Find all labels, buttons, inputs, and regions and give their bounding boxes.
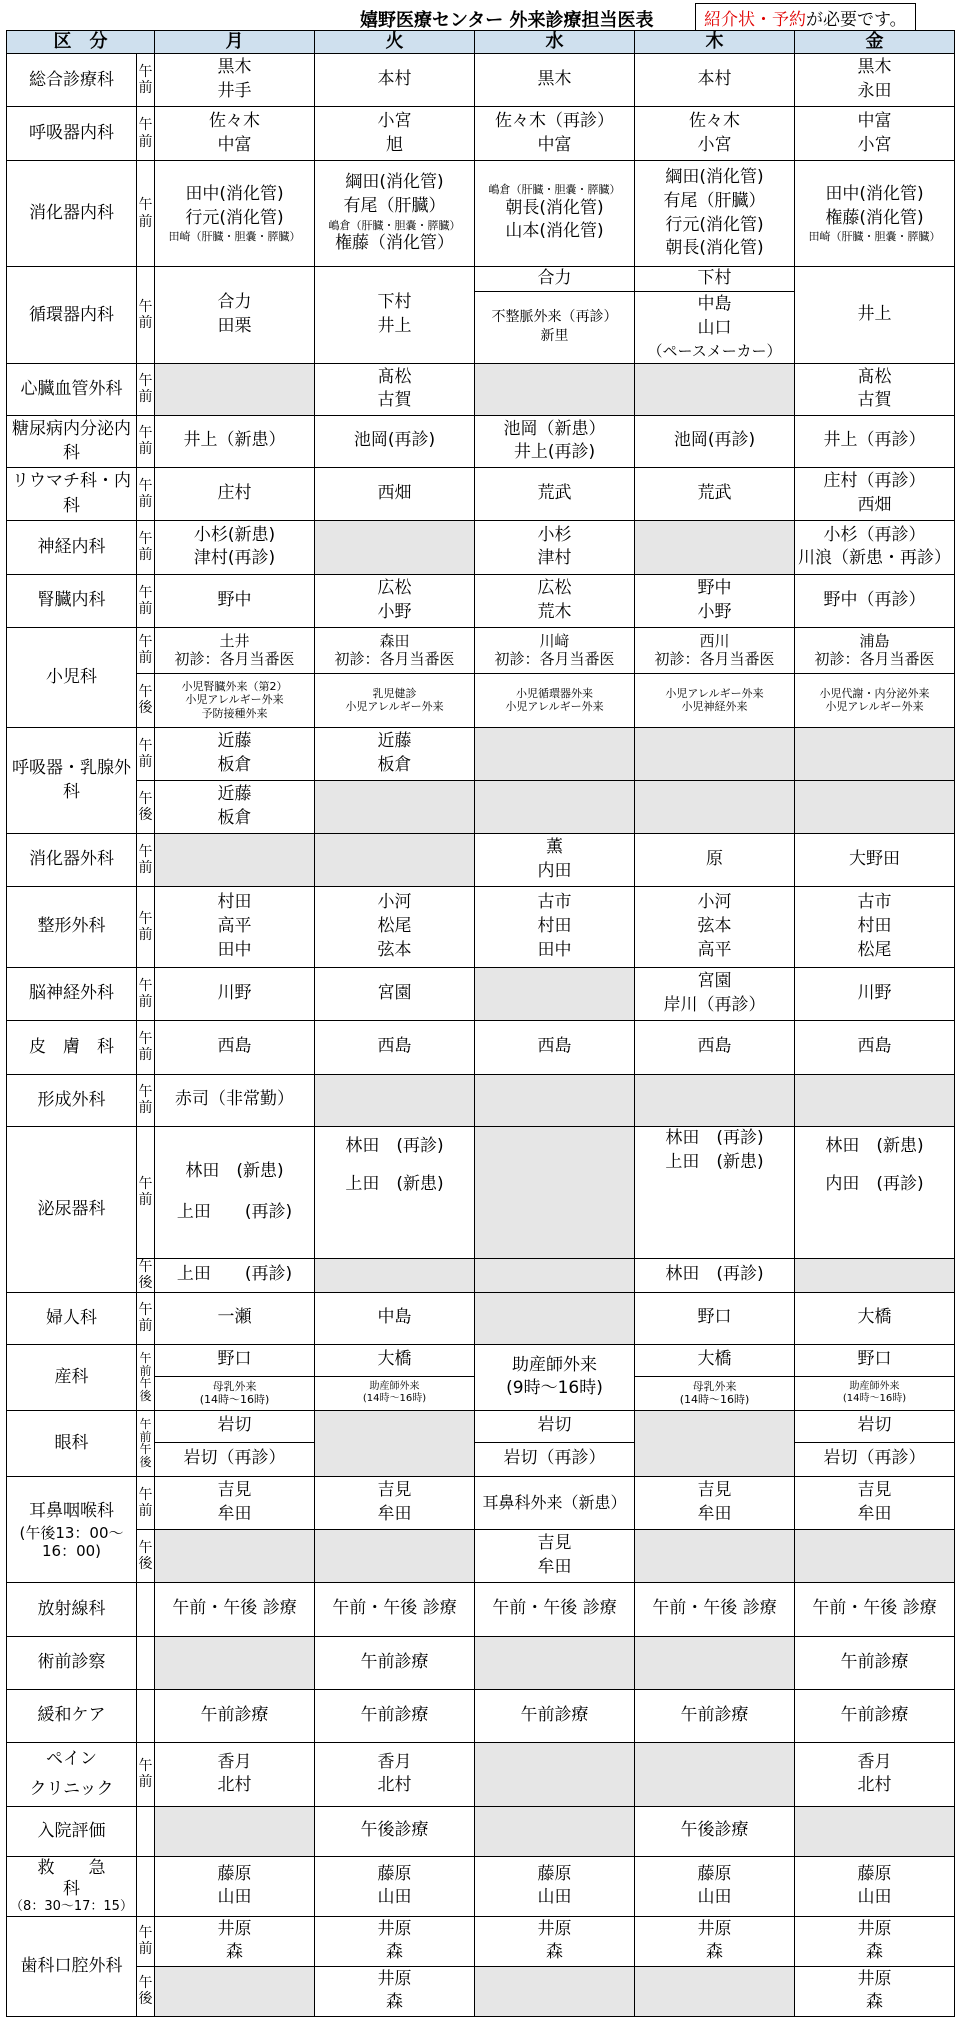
- cell-wed-pm: 岩切（再診）: [475, 1442, 635, 1476]
- cell-tue: 綱田(消化管) 有尾（肝臓） 嶋倉（肝臓・胆嚢・膵臓） 権藤（消化管）: [315, 161, 475, 267]
- page-title: 嬉野医療センター 外来診療担当医表: [360, 10, 654, 31]
- cell-wed-pm: [475, 780, 635, 833]
- row-urology-pm: [7, 1258, 955, 1292]
- cell-wed: 午前診療: [475, 1689, 635, 1742]
- cell-fri-pm: 井原 森: [795, 1966, 955, 2016]
- cell-mon: 村田 高平 田中: [155, 886, 315, 967]
- row-diabetes: [7, 415, 955, 467]
- header-row: [7, 31, 955, 54]
- cell-mon: 野中: [155, 574, 315, 627]
- cell-wed: [475, 1636, 635, 1689]
- cell-mon-am: 土井 初診：各月当番医: [155, 627, 315, 673]
- cell-fri: 田中(消化管) 権藤(消化管) 田崎（肝臓・胆嚢・膵臓）: [795, 161, 955, 267]
- cell-mon: 香月 北村: [155, 1742, 315, 1806]
- cell-thu-am: 大橋: [635, 1344, 795, 1376]
- row-gastro: [7, 161, 955, 267]
- dept-ophthalmology: 眼科: [7, 1410, 137, 1476]
- cell-thu: 池岡(再診): [635, 415, 795, 467]
- cell-fri-pm: 小児代謝・内分泌外来 小児アレルギー外来: [795, 673, 955, 727]
- cell-fri: 大野田: [795, 833, 955, 886]
- row-gastro-surgery: [7, 833, 955, 886]
- cell-tue: [315, 833, 475, 886]
- cell-fri: 川野: [795, 967, 955, 1020]
- cell-thu-pm: [635, 1966, 795, 2016]
- cell-thu-pm: 母乳外来 (14時～16時): [635, 1376, 795, 1410]
- cell-thu-pm: 小児アレルギー外来 小児神経外来: [635, 673, 795, 727]
- cell-mon-am: 井原 森: [155, 1916, 315, 1966]
- cell-mon: 佐々木 中富: [155, 107, 315, 161]
- dept-gastro-surgery: 消化器外科: [7, 833, 137, 886]
- cell-wed: 西島: [475, 1020, 635, 1074]
- dept-gynecology: 婦人科: [7, 1292, 137, 1344]
- cell-thu-top: 下村: [635, 267, 795, 292]
- cell-tue: 午前・午後 診療: [315, 1582, 475, 1636]
- row-nephrology: [7, 574, 955, 627]
- row-orthopedics: [7, 886, 955, 967]
- cell-tue-am: 吉見 牟田: [315, 1476, 475, 1529]
- slot-am: 午前: [137, 627, 155, 673]
- cell-thu: 午後診療: [635, 1806, 795, 1856]
- cell-thu: 野中 小野: [635, 574, 795, 627]
- row-admission: [7, 1806, 955, 1856]
- cell-thu: [635, 1074, 795, 1126]
- cell-mon-pm: 岩切（再診）: [155, 1442, 315, 1476]
- row-urology-am: [7, 1126, 955, 1258]
- row-radiology: [7, 1582, 955, 1636]
- cell-fri: 小杉（再診） 川浪（新患・再診）: [795, 520, 955, 574]
- cell-mon: 赤司（非常勤）: [155, 1074, 315, 1126]
- cell-fri-pm: 助産師外来 (14時～16時): [795, 1376, 955, 1410]
- cell-thu: 原: [635, 833, 795, 886]
- row-neurology: [7, 520, 955, 574]
- row-cardio: [7, 267, 955, 292]
- cell-mon: 午前・午後 診療: [155, 1582, 315, 1636]
- cell-fri: 野中（再診）: [795, 574, 955, 627]
- cell-thu: [635, 363, 795, 415]
- slot-am: 午前: [137, 1742, 155, 1806]
- cell-tue-pm: 井原 森: [315, 1966, 475, 2016]
- slot-am: 午前: [137, 107, 155, 161]
- cell-fri: 午前診療: [795, 1636, 955, 1689]
- cell-tue-am: 大橋: [315, 1344, 475, 1376]
- dept-neurology: 神経内科: [7, 520, 137, 574]
- cell-thu: 野口: [635, 1292, 795, 1344]
- dept-emergency: 救 急 科 （8：30～17：15）: [7, 1856, 137, 1916]
- cell-tue: 小宮 旭: [315, 107, 475, 161]
- cell-wed: 小杉 津村: [475, 520, 635, 574]
- dept-orthopedics: 整形外科: [7, 886, 137, 967]
- cell-wed: 薫 内田: [475, 833, 635, 886]
- cell-fri: 井上: [795, 267, 955, 364]
- cell-wed-bot: 不整脈外来（再診） 新里: [475, 291, 635, 363]
- cell-fri-am: 林田 (新患) 内田 (再診): [795, 1126, 955, 1258]
- cell-wed: [475, 363, 635, 415]
- cell-mon-pm: 上田 (再診): [155, 1258, 315, 1292]
- cell-mon-pm: 近藤 板倉: [155, 780, 315, 833]
- dept-neurosurgery: 脳神経外科: [7, 967, 137, 1020]
- row-preop: [7, 1636, 955, 1689]
- cell-tue: 下村 井上: [315, 267, 475, 364]
- cell-wed-pm: [475, 1258, 635, 1292]
- cell-mon-am: 岩切: [155, 1410, 315, 1442]
- cell-mon: [155, 1636, 315, 1689]
- cell-fri: [795, 1806, 955, 1856]
- cell-wed: 藤原 山田: [475, 1856, 635, 1916]
- cell-mon: 藤原 山田: [155, 1856, 315, 1916]
- cell-fri-am: [795, 727, 955, 780]
- cell-mon: 小杉(新患) 津村(再診): [155, 520, 315, 574]
- slot-am: 午前: [137, 886, 155, 967]
- cell-fri: 中富 小宮: [795, 107, 955, 161]
- cell-mon-pm: [155, 1966, 315, 2016]
- cell-thu-pm: [635, 1529, 795, 1582]
- cell-tue-am: 近藤 板倉: [315, 727, 475, 780]
- cell-thu: 宮園 岸川（再診）: [635, 967, 795, 1020]
- dept-pediatrics: 小児科: [7, 627, 137, 727]
- dept-cardio: 循環器内科: [7, 267, 137, 364]
- dept-preop: 術前診察: [7, 1636, 137, 1689]
- cell-tue: 藤原 山田: [315, 1856, 475, 1916]
- slot-empty: [137, 1856, 155, 1916]
- row-pain-clinic: [7, 1742, 955, 1806]
- cell-tue: [315, 520, 475, 574]
- referral-note: [695, 3, 916, 32]
- row-dental-am: [7, 1916, 955, 1966]
- row-dermatology: [7, 1020, 955, 1074]
- cell-tue: 宮園: [315, 967, 475, 1020]
- cell-tue: 髙松 古賀: [315, 363, 475, 415]
- row-neurosurgery: [7, 967, 955, 1020]
- cell-thu: [635, 520, 795, 574]
- cell-tue: 香月 北村: [315, 1742, 475, 1806]
- schedule-table: [6, 30, 955, 2017]
- cell-thu: [635, 1636, 795, 1689]
- dept-ent: 耳鼻咽喉科 (午後13：00～ 16：00): [7, 1476, 137, 1582]
- slot-am: 午前: [137, 520, 155, 574]
- cell-thu: 荒武: [635, 467, 795, 520]
- dept-urology: 泌尿器科: [7, 1126, 137, 1292]
- cell-fri: 井上（再診）: [795, 415, 955, 467]
- cell-thu: 藤原 山田: [635, 1856, 795, 1916]
- cell-tue-am: 井原 森: [315, 1916, 475, 1966]
- cell-fri: 黒木 永田: [795, 54, 955, 107]
- cell-thu-bot: 中島 山口 （ペースメーカー）: [635, 291, 795, 363]
- cell-thu: 西島: [635, 1020, 795, 1074]
- dept-rheumatology: リウマチ科・内科: [7, 467, 137, 520]
- row-plastic: [7, 1074, 955, 1126]
- cell-wed-pm: 吉見 牟田: [475, 1529, 635, 1582]
- col-wed: 水: [475, 31, 635, 54]
- cell-fri: 西島: [795, 1020, 955, 1074]
- row-palliative: [7, 1689, 955, 1742]
- cell-tue: [315, 1410, 475, 1476]
- cell-wed: 古市 村田 田中: [475, 886, 635, 967]
- cell-mon-pm: [155, 1529, 315, 1582]
- cell-wed: [475, 1292, 635, 1344]
- dept-general: 総合診療科: [7, 54, 137, 107]
- dept-cardiovascular-surgery: 心臓血管外科: [7, 363, 137, 415]
- cell-tue-pm: [315, 1258, 475, 1292]
- referral-note-red: 紹介状・予約: [704, 10, 806, 30]
- cell-wed-top: 合力: [475, 267, 635, 292]
- slot-am: 午前: [137, 967, 155, 1020]
- slot-am: 午前: [137, 467, 155, 520]
- row-respiratory: [7, 107, 955, 161]
- col-thu: 木: [635, 31, 795, 54]
- cell-wed-am: 耳鼻科外来（新患）: [475, 1476, 635, 1529]
- dept-nephrology: 腎臓内科: [7, 574, 137, 627]
- cell-thu-pm: [635, 780, 795, 833]
- cell-thu: 小河 弦本 高平: [635, 886, 795, 967]
- slot-pm: 午後: [137, 780, 155, 833]
- cell-tue: 小河 松尾 弦本: [315, 886, 475, 967]
- cell-thu-am: [635, 727, 795, 780]
- cell-tue-am: 林田 (再診) 上田 (新患): [315, 1126, 475, 1258]
- cell-mon: 田中(消化管) 行元(消化管) 田崎（肝臓・胆嚢・膵臓）: [155, 161, 315, 267]
- cell-wed: 佐々木（再診） 中富: [475, 107, 635, 161]
- cell-mon-am: 林田 (新患) 上田 (再診): [155, 1126, 315, 1258]
- dept-pain-clinic: ペイン クリニック: [7, 1742, 137, 1806]
- col-fri: 金: [795, 31, 955, 54]
- cell-tue: 広松 小野: [315, 574, 475, 627]
- slot-pm: 午後: [137, 1529, 155, 1582]
- dept-gastro: 消化器内科: [7, 161, 137, 267]
- cell-wed: 黒木: [475, 54, 635, 107]
- cell-fri: 香月 北村: [795, 1742, 955, 1806]
- referral-note-text: が必要です。: [806, 10, 907, 30]
- cell-thu: 佐々木 小宮: [635, 107, 795, 161]
- slot-ampm: 午前午後: [137, 1344, 155, 1410]
- cell-wed: [475, 1806, 635, 1856]
- slot-pm: 午後: [137, 673, 155, 727]
- cell-fri: 藤原 山田: [795, 1856, 955, 1916]
- cell-thu: 綱田(消化管) 有尾（肝臓） 行元(消化管) 朝長(消化管): [635, 161, 795, 267]
- cell-wed: [475, 1074, 635, 1126]
- cell-thu: [635, 1742, 795, 1806]
- dept-respiratory: 呼吸器内科: [7, 107, 137, 161]
- cell-wed: 助産師外来 (9時～16時): [475, 1344, 635, 1410]
- slot-empty: [137, 1689, 155, 1742]
- cell-wed-am: [475, 727, 635, 780]
- cell-fri: 大橋: [795, 1292, 955, 1344]
- slot-am: 午前: [137, 1476, 155, 1529]
- cell-fri-am: 野口: [795, 1344, 955, 1376]
- cell-wed: [475, 967, 635, 1020]
- cell-mon-pm: 小児腎臓外来（第2） 小児アレルギー外来 予防接種外来: [155, 673, 315, 727]
- cell-wed-pm: 小児循環器外来 小児アレルギー外来: [475, 673, 635, 727]
- cell-wed-am: [475, 1126, 635, 1258]
- cell-mon-am: 吉見 牟田: [155, 1476, 315, 1529]
- cell-tue: 本村: [315, 54, 475, 107]
- dept-dental: 歯科口腔外科: [7, 1916, 137, 2016]
- dept-admission: 入院評価: [7, 1806, 137, 1856]
- dept-plastic: 形成外科: [7, 1074, 137, 1126]
- cell-mon: [155, 363, 315, 415]
- cell-tue: 午後診療: [315, 1806, 475, 1856]
- cell-wed-pm: [475, 1966, 635, 2016]
- row-rheumatology: [7, 467, 955, 520]
- cell-fri-pm: 岩切（再診）: [795, 1442, 955, 1476]
- cell-tue-pm: 助産師外来 (14時～16時): [315, 1376, 475, 1410]
- row-ent-pm: [7, 1529, 955, 1582]
- cell-thu-am: 西川 初診：各月当番医: [635, 627, 795, 673]
- cell-thu-am: 林田 (再診) 上田 (新患): [635, 1126, 795, 1258]
- cell-thu: 午前・午後 診療: [635, 1582, 795, 1636]
- cell-mon: 庄村: [155, 467, 315, 520]
- slot-am: 午前: [137, 161, 155, 267]
- cell-tue: 中島: [315, 1292, 475, 1344]
- cell-fri-am: 浦島 初診：各月当番医: [795, 627, 955, 673]
- row-obstetrics-am: [7, 1344, 955, 1376]
- cell-fri-am: 岩切: [795, 1410, 955, 1442]
- slot-am: 午前: [137, 1126, 155, 1258]
- col-dept: 区 分: [7, 31, 155, 54]
- cell-tue: 午前診療: [315, 1636, 475, 1689]
- cell-mon: 黒木 井手: [155, 54, 315, 107]
- slot-pm: 午後: [138, 1259, 153, 1292]
- dept-radiology: 放射線科: [7, 1582, 137, 1636]
- cell-mon: 井上（新患）: [155, 415, 315, 467]
- cell-fri: [795, 1074, 955, 1126]
- cell-mon: 午前診療: [155, 1689, 315, 1742]
- row-breast-am: [7, 727, 955, 780]
- row-cardiovascular-surgery: [7, 363, 955, 415]
- cell-tue: 午前診療: [315, 1689, 475, 1742]
- cell-wed: 荒武: [475, 467, 635, 520]
- cell-tue: 西島: [315, 1020, 475, 1074]
- cell-mon: [155, 1806, 315, 1856]
- cell-fri-pm: [795, 1529, 955, 1582]
- slot-am: 午前: [137, 1292, 155, 1344]
- slot-am: 午前: [137, 1020, 155, 1074]
- row-ent-am: [7, 1476, 955, 1529]
- row-emergency: [7, 1856, 955, 1916]
- cell-wed-am: 川﨑 初診：各月当番医: [475, 627, 635, 673]
- slot-am: 午前: [137, 833, 155, 886]
- cell-mon-am: 近藤 板倉: [155, 727, 315, 780]
- slot-am: 午前: [137, 727, 155, 780]
- slot-empty: [137, 1636, 155, 1689]
- slot-am: 午前: [137, 1074, 155, 1126]
- col-tue: 火: [315, 31, 475, 54]
- cell-mon: 西島: [155, 1020, 315, 1074]
- dept-dermatology: 皮 膚 科: [7, 1020, 137, 1074]
- cell-tue-pm: [315, 780, 475, 833]
- cell-mon: 一瀬: [155, 1292, 315, 1344]
- cell-fri: 古市 村田 松尾: [795, 886, 955, 967]
- col-mon: 月: [155, 31, 315, 54]
- cell-wed: 池岡（新患） 井上(再診): [475, 415, 635, 467]
- row-pediatrics-am: [7, 627, 955, 673]
- row-ophthalmology-am: [7, 1410, 955, 1442]
- slot-am: 午前: [137, 1916, 155, 1966]
- cell-fri-am: 吉見 牟田: [795, 1476, 955, 1529]
- cell-wed: [475, 1742, 635, 1806]
- row-pediatrics-pm: [7, 673, 955, 727]
- slot-am: 午前: [137, 267, 155, 364]
- cell-thu: 午前診療: [635, 1689, 795, 1742]
- cell-fri-am: 井原 森: [795, 1916, 955, 1966]
- row-gynecology: [7, 1292, 955, 1344]
- cell-tue: 池岡(再診): [315, 415, 475, 467]
- cell-fri: 午前診療: [795, 1689, 955, 1742]
- slot-ampm: 午前午後: [137, 1410, 155, 1476]
- cell-wed: 広松 荒木: [475, 574, 635, 627]
- cell-thu: [635, 1410, 795, 1476]
- cell-thu-pm: 林田 (再診): [635, 1258, 795, 1292]
- dept-obstetrics: 産科: [7, 1344, 137, 1410]
- row-breast-pm: [7, 780, 955, 833]
- cell-fri: 髙松 古賀: [795, 363, 955, 415]
- cell-tue-am: 森田 初診：各月当番医: [315, 627, 475, 673]
- cell-mon-am: 野口: [155, 1344, 315, 1376]
- cell-wed-am: 井原 森: [475, 1916, 635, 1966]
- cell-fri: 午前・午後 診療: [795, 1582, 955, 1636]
- slot-am: 午前: [137, 415, 155, 467]
- row-dental-pm: [7, 1966, 955, 2016]
- slot-am: 午前: [137, 574, 155, 627]
- dept-breast: 呼吸器・乳腺外科: [7, 727, 137, 833]
- cell-mon: [155, 833, 315, 886]
- slot-empty: [137, 1806, 155, 1856]
- slot-pm: 午後: [137, 1966, 155, 2016]
- cell-wed: 嶋倉（肝臓・胆嚢・膵臓） 朝長(消化管) 山本(消化管): [475, 161, 635, 267]
- cell-fri: 庄村（再診） 西畑: [795, 467, 955, 520]
- slot-am: 午前: [137, 363, 155, 415]
- cell-mon: 川野: [155, 967, 315, 1020]
- cell-tue-pm: 乳児健診 小児アレルギー外来: [315, 673, 475, 727]
- slot-empty: [137, 1582, 155, 1636]
- cell-thu-am: 吉見 牟田: [635, 1476, 795, 1529]
- slot-am: 午前: [137, 54, 155, 107]
- cell-fri-pm: [795, 1258, 955, 1292]
- page-header: [0, 0, 960, 32]
- row-general: [7, 54, 955, 107]
- cell-fri-pm: [795, 780, 955, 833]
- cell-thu-am: 井原 森: [635, 1916, 795, 1966]
- dept-palliative: 緩和ケア: [7, 1689, 137, 1742]
- cell-wed-am: 岩切: [475, 1410, 635, 1442]
- cell-tue: [315, 1074, 475, 1126]
- cell-tue-pm: [315, 1529, 475, 1582]
- cell-wed: 午前・午後 診療: [475, 1582, 635, 1636]
- cell-tue: 西畑: [315, 467, 475, 520]
- cell-mon: 合力 田栗: [155, 267, 315, 364]
- cell-mon-pm: 母乳外来 (14時～16時): [155, 1376, 315, 1410]
- cell-thu: 本村: [635, 54, 795, 107]
- dept-diabetes: 糖尿病内分泌内科: [7, 415, 137, 467]
